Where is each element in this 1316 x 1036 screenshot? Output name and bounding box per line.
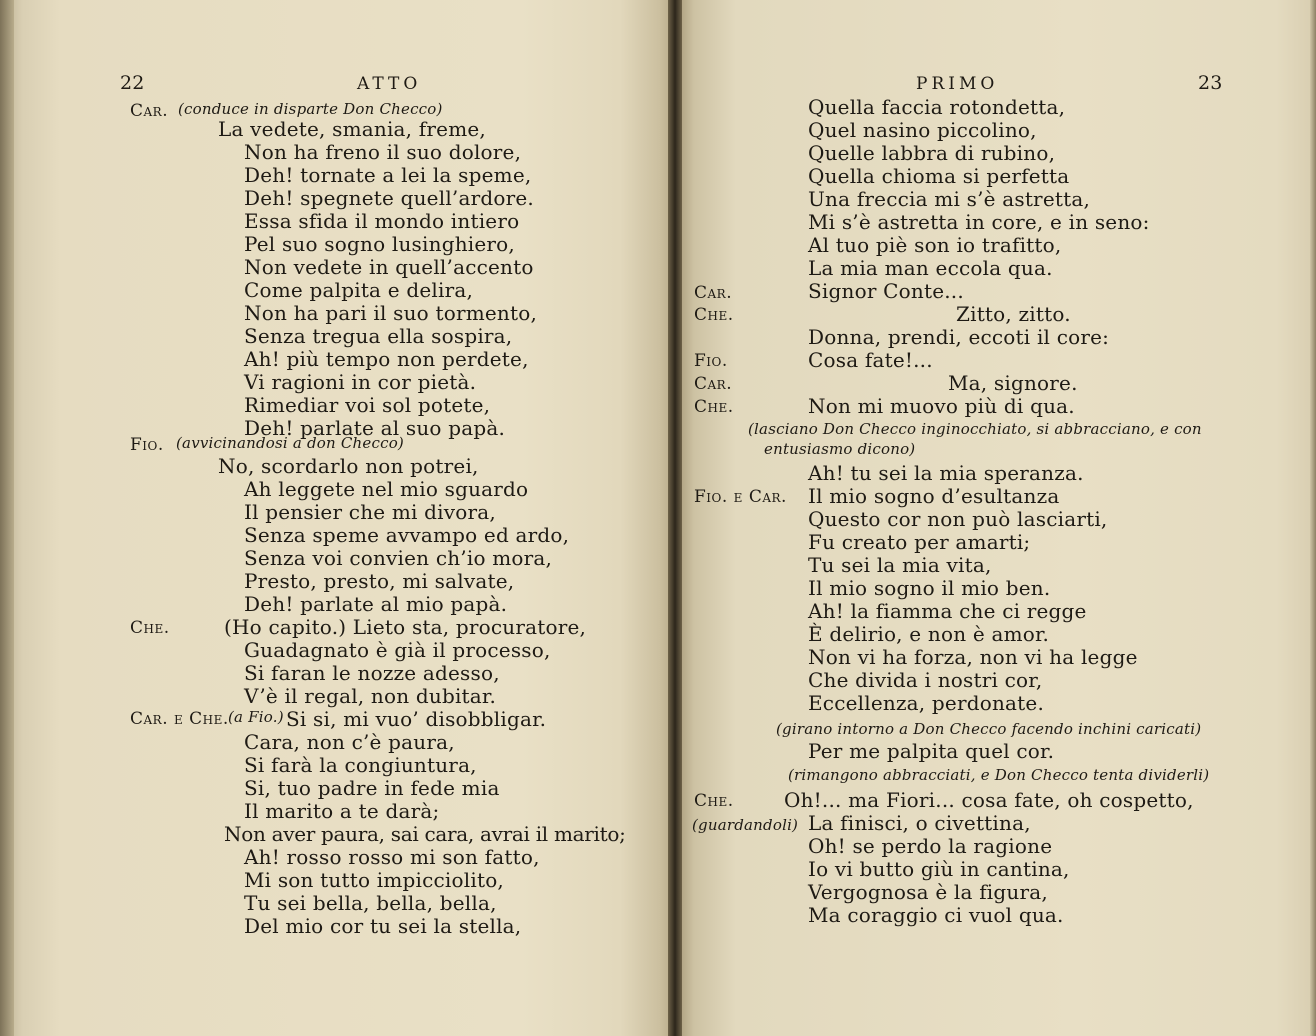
- verse-line: Il pensier che mi divora,: [244, 500, 496, 524]
- speaker-label: Fio.: [694, 351, 728, 371]
- verse-line: Del mio cor tu sei la stella,: [244, 914, 522, 938]
- verse-line: Deh! tornate a lei la speme,: [244, 163, 532, 187]
- verse-line: Guadagnato è già il processo,: [244, 638, 551, 662]
- stage-direction: (rimangono abbracciati, e Don Checco tenta dividerli): [788, 766, 1210, 784]
- verse-line: Deh! parlate al mio papà.: [244, 592, 508, 616]
- verse-line: Senza speme avvampo ed ardo,: [244, 523, 570, 547]
- verse-line: Al tuo piè son io trafitto,: [808, 233, 1062, 257]
- speaker-label: Car.: [130, 101, 169, 121]
- verse-line: Il mio sogno d’esultanza: [808, 484, 1060, 508]
- page-number: 22: [120, 72, 145, 94]
- verse-line: Non mi muovo più di qua.: [808, 394, 1075, 418]
- speaker-label: Fio.: [130, 435, 164, 455]
- verse-line: Quelle labbra di rubino,: [808, 141, 1056, 165]
- verse-line: Non vi ha forza, non vi ha legge: [808, 645, 1138, 669]
- speaker-label: Che.: [694, 305, 734, 325]
- verse-line: Si faran le nozze adesso,: [244, 661, 500, 685]
- verse-line: Ah! rosso rosso mi son fatto,: [244, 845, 540, 869]
- stage-direction: (conduce in disparte Don Checco): [178, 100, 443, 118]
- verse-line: Fu creato per amarti;: [808, 530, 1031, 554]
- verse-line: Tu sei bella, bella, bella,: [244, 891, 497, 915]
- verse-line: No, scordarlo non potrei,: [218, 454, 479, 478]
- verse-line: Zitto, zitto.: [956, 302, 1071, 326]
- verse-line: Deh! parlate al suo papà.: [244, 416, 506, 440]
- verse-line: Quella chioma si perfetta: [808, 164, 1070, 188]
- verse-line: Una freccia mi s’è astretta,: [808, 187, 1091, 211]
- verse-line: Vi ragioni in cor pietà.: [244, 370, 477, 394]
- verse-line: Per me palpita quel cor.: [808, 739, 1055, 763]
- verse-line: La finisci, o civettina,: [808, 811, 1031, 835]
- page-number: 23: [1198, 72, 1223, 94]
- speaker-label: Che.: [694, 397, 734, 417]
- verse-line: Oh! se perdo la ragione: [808, 834, 1053, 858]
- verse-line: Il marito a te darà;: [244, 799, 440, 823]
- verse-line: Io vi butto giù in cantina,: [808, 857, 1070, 881]
- verse-line: Ma, signore.: [948, 371, 1078, 395]
- verse-line: Si, tuo padre in fede mia: [244, 776, 500, 800]
- verse-line: Non ha pari il suo tormento,: [244, 301, 538, 325]
- verse-line: Si farà la congiuntura,: [244, 753, 477, 777]
- verse-line: V’è il regal, non dubitar.: [244, 684, 497, 708]
- running-header: PRIMO: [916, 74, 999, 94]
- verse-line: Non vedete in quell’accento: [244, 255, 534, 279]
- verse-line: Pel suo sogno lusinghiero,: [244, 232, 515, 256]
- verse-line: Oh!... ma Fiori... cosa fate, oh cospetto,: [784, 788, 1194, 812]
- speaker-label: Che.: [130, 618, 170, 638]
- stage-direction: entusiasmo dicono): [764, 440, 916, 458]
- verse-line: Si si, mi vuo’ disobbligar.: [286, 707, 547, 731]
- stage-direction: (lasciano Don Checco inginocchiato, si abbracciano, e con: [748, 420, 1202, 438]
- verse-line: Ah leggete nel mio sguardo: [244, 477, 529, 501]
- verse-line: Deh! spegnete quell’ardore.: [244, 186, 534, 210]
- right-page: [676, 0, 1316, 1036]
- verse-line: Eccellenza, perdonate.: [808, 691, 1045, 715]
- verse-line: Questo cor non può lasciarti,: [808, 507, 1108, 531]
- verse-line: Ah! la fiamma che ci regge: [808, 599, 1087, 623]
- verse-line: Quel nasino piccolino,: [808, 118, 1037, 142]
- verse-line: Come palpita e delira,: [244, 278, 474, 302]
- verse-line: Senza voi convien ch’io mora,: [244, 546, 553, 570]
- verse-line: Donna, prendi, eccoti il core:: [808, 325, 1110, 349]
- verse-line: Rimediar voi sol potete,: [244, 393, 491, 417]
- verse-line: Che divida i nostri cor,: [808, 668, 1043, 692]
- verse-line: Tu sei la mia vita,: [808, 553, 992, 577]
- verse-line: Signor Conte...: [808, 279, 964, 303]
- page-edge: [1310, 0, 1316, 1036]
- stage-direction: (guardandoli): [692, 816, 799, 834]
- verse-line: Senza tregua ella sospira,: [244, 324, 513, 348]
- verse-line: Cara, non c’è paura,: [244, 730, 455, 754]
- verse-line: Essa sfida il mondo intiero: [244, 209, 520, 233]
- verse-line: Quella faccia rotondetta,: [808, 95, 1066, 119]
- verse-line: La vedete, smania, freme,: [218, 117, 486, 141]
- verse-line: Presto, presto, mi salvate,: [244, 569, 515, 593]
- speaker-label: Car.: [694, 374, 733, 394]
- page-edge: [0, 0, 14, 1036]
- stage-direction: (avvicinandosi a don Checco): [176, 434, 404, 452]
- speaker-label: Car.: [694, 283, 733, 303]
- verse-line: Mi s’è astretta in core, e in seno:: [808, 210, 1150, 234]
- verse-line: Cosa fate!...: [808, 348, 933, 372]
- verse-line: Ma coraggio ci vuol qua.: [808, 903, 1064, 927]
- speaker-label: Fio. e Car.: [694, 487, 787, 507]
- verse-line: Non aver paura, sai cara, avrai il marito;: [224, 822, 626, 846]
- verse-line: Vergognosa è la figura,: [808, 880, 1048, 904]
- verse-line: Mi son tutto impicciolito,: [244, 868, 504, 892]
- stage-direction: (girano intorno a Don Checco facendo inchini caricati): [776, 720, 1202, 738]
- verse-line: È delirio, e non è amor.: [808, 622, 1050, 646]
- running-header: ATTO: [357, 74, 422, 94]
- verse-line: Non ha freno il suo dolore,: [244, 140, 522, 164]
- verse-line: Ah! tu sei la mia speranza.: [808, 461, 1084, 485]
- verse-line: Ah! più tempo non perdete,: [244, 347, 529, 371]
- verse-line: Il mio sogno il mio ben.: [808, 576, 1051, 600]
- stage-direction: (a Fio.): [228, 708, 284, 726]
- verse-line: (Ho capito.) Lieto sta, procuratore,: [224, 615, 587, 639]
- verse-line: La mia man eccola qua.: [808, 256, 1053, 280]
- speaker-label: Car. e Che.: [130, 709, 229, 729]
- book-gutter: [668, 0, 682, 1036]
- speaker-label: Che.: [694, 791, 734, 811]
